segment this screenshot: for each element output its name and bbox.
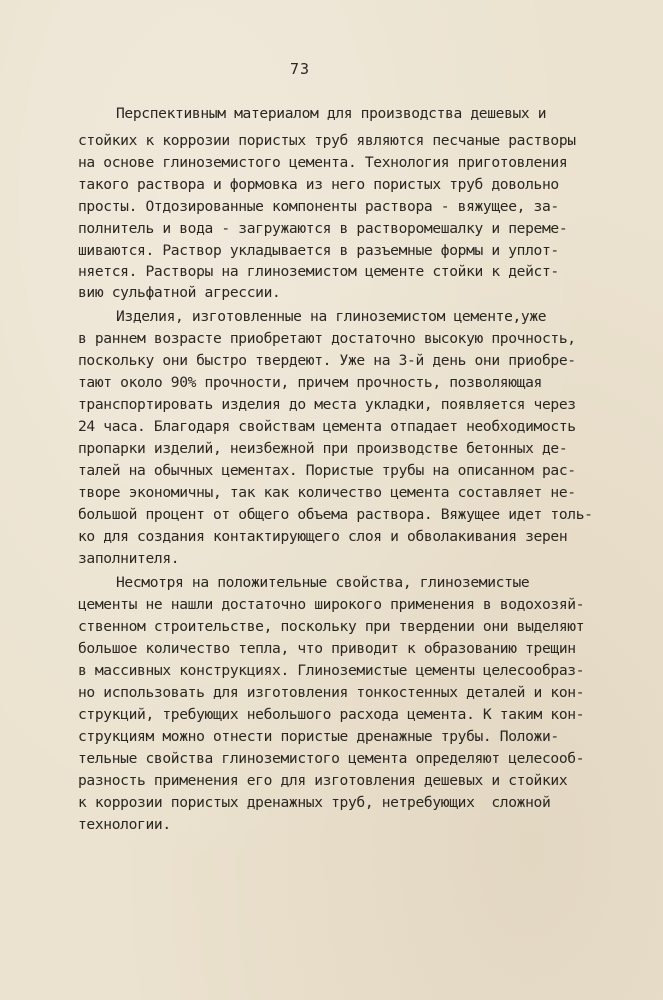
text-line: цементы не нашли достаточно широкого применения в водохозяй- (78, 596, 585, 613)
text-line: талей на обычных цементах. Пористые трубы на описанном рас- (78, 462, 576, 479)
text-line: пропарки изделий, неизбежной при производстве бетонных де- (78, 440, 568, 457)
text-line: большое количество тепла, что приводит к образованию трещин (78, 640, 576, 657)
text-line: но использовать для изготовления тонкостенных деталей и кон- (78, 684, 585, 701)
text-line: струкций, требующих небольшого расхода цемента. К таким кон- (78, 706, 585, 723)
text-line: разность применения его для изготовления дешевых и стойких (78, 772, 568, 789)
text-line: Изделия, изготовленные на глиноземистом цементе,уже (116, 308, 547, 325)
text-line: технологии. (78, 816, 171, 833)
text-line: на основе глиноземистого цемента. Технология приготовления (78, 154, 568, 171)
text-line: в раннем возрасте приобретают достаточно высокую прочность, (78, 330, 576, 347)
text-line: транспортировать изделия до места укладки, появляется через (78, 396, 576, 413)
text-line: вию сульфатной агрессии. (78, 284, 281, 301)
text-line: шиваются. Раствор укладывается в разъемные формы и уплот- (78, 242, 559, 259)
text-line: Несмотря на положительные свойства, глиноземистые (116, 574, 530, 591)
text-line: творе экономичны, так как количество цемента составляет не- (78, 484, 576, 501)
text-line: Перспективным материалом для производства дешевых и (116, 105, 547, 122)
text-line: полнитель и вода - загружаются в растворомешалку и переме- (78, 220, 568, 237)
text-line: в массивных конструкциях. Глиноземистые цементы целесообраз- (78, 662, 585, 679)
text-line: большой процент от общего объема раствора. Вяжущее идет толь- (78, 506, 593, 523)
text-line: заполнителя. (78, 550, 180, 567)
text-line: ственном строительстве, поскольку при твердении они выделяют (78, 618, 585, 635)
text-line: поскольку они быстро твердеют. Уже на 3-й день они приобре- (78, 352, 576, 369)
text-line: тают около 90% прочности, причем прочность, позволяющая (78, 374, 542, 391)
text-line: просты. Отдозированные компоненты раствора - вяжущее, за- (78, 198, 559, 215)
text-line: 24 часа. Благодаря свойствам цемента отпадает необходимость (78, 418, 576, 435)
text-line: стойких к коррозии пористых труб являются песчаные растворы (78, 132, 576, 149)
page-number: 73 (289, 60, 311, 78)
text-line: няется. Растворы на глиноземистом цементе стойки к дейст- (78, 263, 559, 280)
text-line: такого раствора и формовка из него пористых труб довольно (78, 176, 559, 193)
text-line: тельные свойства глиноземистого цемента определяют целесооб- (78, 750, 585, 767)
text-line: струкциям можно отнести пористые дренажные трубы. Положи- (78, 728, 559, 745)
text-line: ко для создания контактирующего слоя и обволакивания зерен (78, 528, 568, 545)
text-line: к коррозии пористых дренажных труб, нетребующих сложной (78, 794, 551, 811)
